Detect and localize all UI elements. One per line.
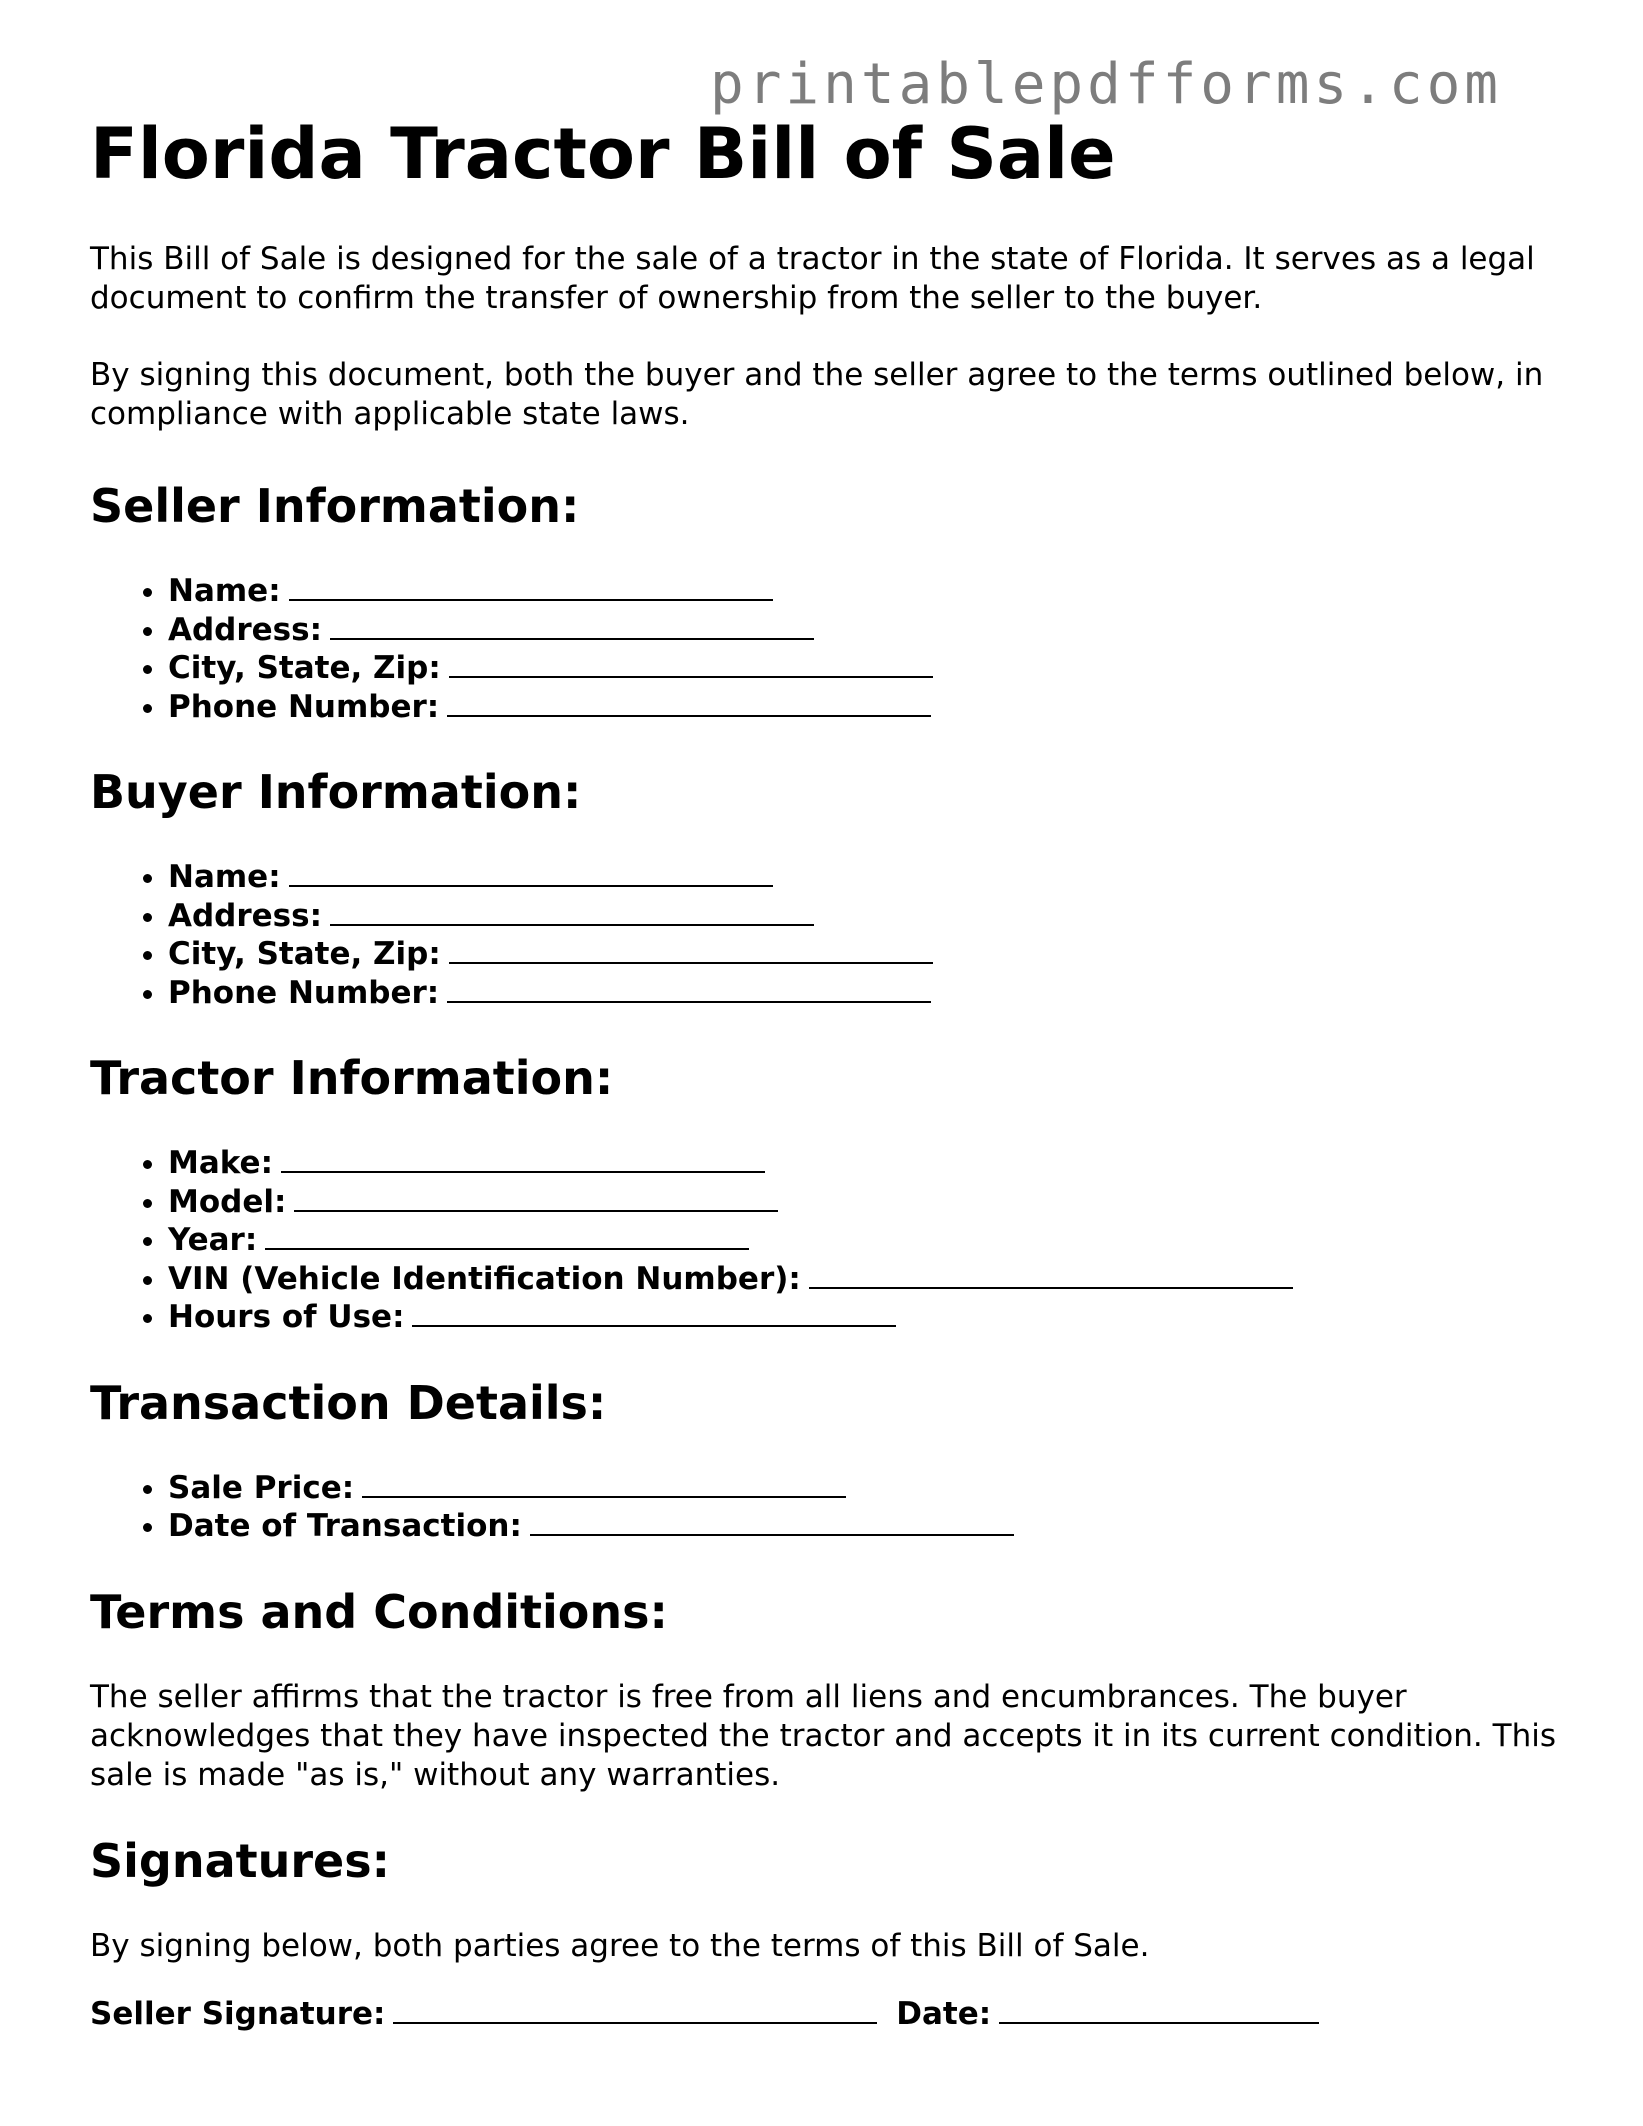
sale-price-blank[interactable] — [362, 1470, 846, 1498]
terms-text: The seller affirms that the tractor is free from all liens and encumbrances. The buyer acknowledges that they have inspected the tractor and accepts it in its current condition. This sale is made "as is," without any warranties. — [90, 1678, 1556, 1793]
tractor-year-blank[interactable] — [265, 1222, 749, 1250]
buyer-address-blank[interactable] — [330, 898, 814, 926]
signatures-heading: Signatures: — [90, 1833, 391, 1888]
seller-signature-line — [90, 1994, 1560, 2034]
signature-date-label: Date: — [896, 1995, 992, 2032]
tractor-model-field: • Model: — [168, 1183, 1560, 1222]
seller-fields — [90, 572, 1560, 726]
tractor-heading: Tractor Information: — [90, 1051, 614, 1105]
document-body — [90, 112, 1560, 2034]
page-title: Florida Tractor Bill of Sale — [90, 113, 1116, 195]
transaction-heading: Transaction Details: — [90, 1375, 607, 1430]
seller-name-blank[interactable] — [289, 573, 773, 601]
intro-paragraph-2: By signing this document, both the buyer and the seller agree to the terms outlined below, in compliance with applicable state laws. — [90, 357, 1544, 432]
tractor-make-blank[interactable] — [281, 1145, 765, 1173]
tractor-model-blank[interactable] — [294, 1184, 778, 1212]
seller-signature-blank[interactable] — [393, 1996, 877, 2024]
tractor-vin-field: • VIN (Vehicle Identification Number): — [168, 1260, 1560, 1299]
buyer-heading: Buyer Information: — [90, 765, 582, 819]
signature-date-blank[interactable] — [999, 1996, 1319, 2024]
seller-name-field: • Name: — [168, 572, 1560, 611]
buyer-name-field: • Name: — [168, 858, 1560, 897]
buyer-phone-field: • Phone Number: — [168, 974, 1560, 1013]
intro-paragraph-1: This Bill of Sale is designed for the sale of a tractor in the state of Florida. It serves as a legal document to confirm the transfer of ownership from the seller to the buyer. — [90, 241, 1535, 316]
buyer-phone-blank[interactable] — [447, 975, 931, 1003]
tractor-hours-field: • Hours of Use: — [168, 1298, 1560, 1337]
watermark: printablepdfforms.com — [710, 52, 1503, 117]
transaction-date-field: • Date of Transaction: — [168, 1507, 1560, 1546]
buyer-address-field: • Address: — [168, 897, 1560, 936]
tractor-vin-blank[interactable] — [809, 1261, 1293, 1289]
seller-address-field: • Address: — [168, 611, 1560, 650]
terms-heading: Terms and Conditions: — [90, 1584, 668, 1639]
seller-city-blank[interactable] — [449, 650, 933, 678]
buyer-city-blank[interactable] — [449, 936, 933, 964]
transaction-date-blank[interactable] — [530, 1508, 1014, 1536]
seller-heading: Seller Information: — [90, 479, 580, 533]
buyer-fields — [90, 858, 1560, 1012]
seller-address-blank[interactable] — [330, 612, 814, 640]
sale-price-field: • Sale Price: — [168, 1469, 1560, 1508]
tractor-hours-blank[interactable] — [412, 1299, 896, 1327]
signatures-text: By signing below, both parties agree to the terms of this Bill of Sale. — [90, 1927, 1150, 1964]
transaction-fields — [90, 1469, 1560, 1546]
seller-phone-blank[interactable] — [447, 689, 931, 717]
tractor-make-field: • Make: — [168, 1144, 1560, 1183]
tractor-year-field: • Year: — [168, 1221, 1560, 1260]
tractor-fields — [90, 1144, 1560, 1337]
buyer-name-blank[interactable] — [289, 859, 773, 887]
buyer-city-field: • City, State, Zip: — [168, 935, 1560, 974]
seller-phone-field: • Phone Number: — [168, 688, 1560, 727]
seller-city-field: • City, State, Zip: — [168, 649, 1560, 688]
seller-signature-label: Seller Signature: — [90, 1995, 386, 2032]
